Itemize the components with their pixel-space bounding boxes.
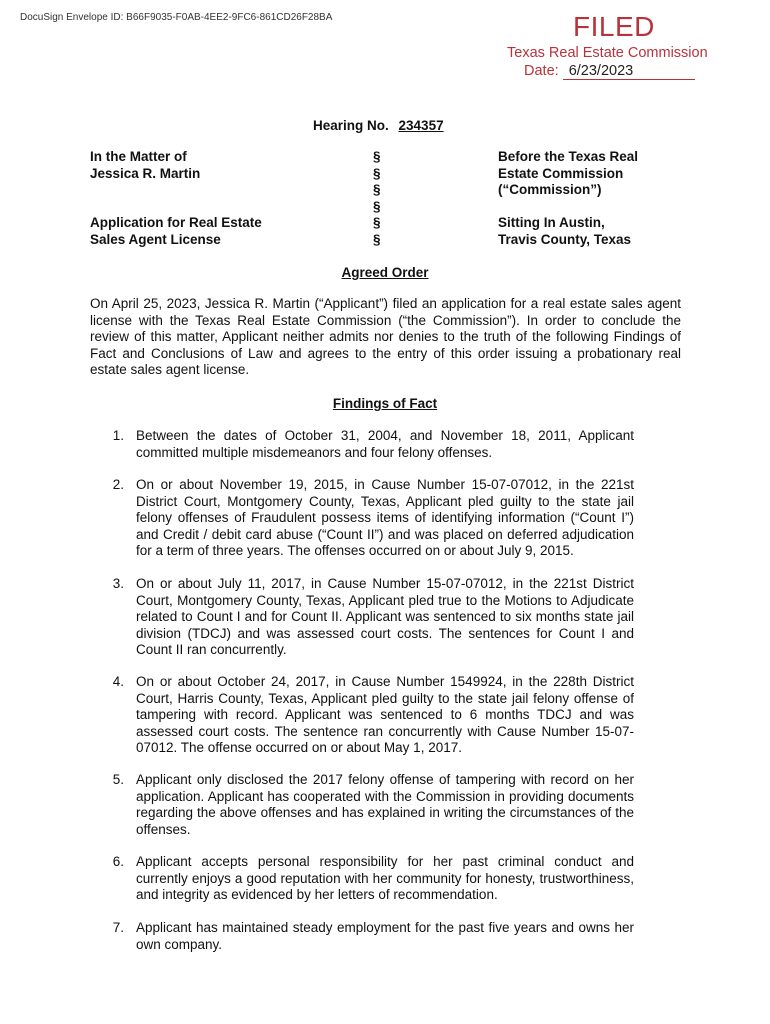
finding-item (96, 428, 634, 461)
stamp-date-line (506, 62, 726, 80)
hearing-number: 234357 (398, 118, 444, 133)
caption-right-line: Estate Commission (498, 165, 624, 181)
finding-item (96, 477, 634, 560)
caption-left-line: Sales Agent License (90, 231, 221, 247)
finding-number: 6. (112, 854, 124, 869)
hearing-number-line (313, 118, 450, 133)
caption-left-line: Jessica R. Martin (90, 165, 201, 181)
finding-text: Applicant only disclosed the 2017 felony offense of tampering with record on her application. Applicant has cooperated with the Commission in providing documents regarding the above offenses and has explained in writing the circumstances of the offenses. (136, 772, 634, 837)
agreed-order-title: Agreed Order (341, 265, 429, 280)
stamp-date-label: Date: (524, 63, 559, 79)
caption-left-line: In the Matter of (90, 149, 187, 164)
section-mark: § (373, 165, 381, 181)
section-mark: § (373, 215, 381, 230)
finding-number: 7. (112, 920, 124, 935)
stamp-agency: Texas Real Estate Commission (507, 45, 708, 61)
finding-item (96, 920, 634, 953)
finding-text: Between the dates of October 31, 2004, and November 18, 2011, Applicant committed multiple misdemeanors and four felony offenses. (136, 428, 634, 460)
caption-right-line: (“Commission”) (498, 182, 602, 197)
finding-number: 5. (112, 772, 124, 787)
finding-number: 4. (112, 674, 124, 689)
finding-item (96, 576, 634, 659)
caption-left (90, 149, 262, 248)
finding-number: 3. (112, 576, 124, 591)
finding-text: On or about July 11, 2017, in Cause Number 15-07-07012, in the 221st District Court, Montgomery County, Texas, Applicant pled true to the Motions to Adjudicate related to Count I and for Count II. Applicant was sentenced to six months state jail division (TDCJ) and was assessed court costs. The sentences for Count I and Count II ran concurrently. (136, 576, 634, 657)
finding-number: 1. (112, 428, 124, 443)
finding-text: Applicant has maintained steady employment for the past five years and owns her own company. (136, 920, 634, 952)
section-mark: § (373, 198, 381, 214)
section-mark: § (373, 149, 381, 164)
finding-item (96, 674, 634, 757)
hearing-label: Hearing No. (313, 118, 389, 133)
section-mark: § (373, 231, 381, 247)
filed-label: FILED (573, 11, 655, 42)
finding-text: On or about November 19, 2015, in Cause Number 15-07-07012, in the 221st District Court, Montgomery County, Texas, Applicant pled guilty to the state jail felony offenses of Fraudulent possess items of identifying information (“Count I”) and Credit / debit card abuse (“Count II”) and was placed on deferred adjudication for a term of three years. The offenses occurred on or about July 9, 2015. (136, 477, 634, 558)
intro-paragraph: On April 25, 2023, Jessica R. Martin (“Applicant”) filed an application for a real estate sales agent license with the Texas Real Estate Commission (“the Commission”). In order to conclude the review of this matter, Applicant neither admits nor denies to the truth of the following Findings of Fact and Conclusions of Law and agrees to the entry of this order issuing a probationary real estate sales agent license. (90, 296, 681, 378)
stamp-date-value: 6/23/2023 (563, 64, 695, 80)
caption-section-marks (373, 149, 381, 248)
caption-left-line: Application for Real Estate (90, 215, 262, 230)
filed-stamp (506, 10, 726, 80)
finding-text: Applicant accepts personal responsibility for her past criminal conduct and currently enjoys a good reputation with her community for honesty, trustworthiness, and integrity as evidenced by her letters of recommendation. (136, 854, 634, 902)
docusign-envelope-id: DocuSign Envelope ID: B66F9035-F0AB-4EE2-9FC6-861CD26F28BA (20, 12, 333, 23)
finding-text: On or about October 24, 2017, in Cause Number 1549924, in the 228th District Court, Harris County, Texas, Applicant pled guilty to the state jail felony offense of tampering with record. Applicant was sentenced to 6 months TDCJ and was assessed court costs. The sentence ran concurrently with Cause Number 15-07-07012. The offense occurred on or about May 1, 2017. (136, 674, 634, 755)
section-mark: § (373, 182, 381, 197)
caption-right-line: Before the Texas Real (498, 149, 639, 164)
caption-right-line: Travis County, Texas (498, 231, 632, 247)
finding-number: 2. (112, 477, 124, 492)
caption-right (498, 149, 638, 248)
finding-item (96, 854, 634, 904)
finding-item (96, 772, 634, 838)
findings-of-fact-title: Findings of Fact (332, 396, 438, 411)
caption-right-line: Sitting In Austin, (498, 215, 605, 230)
